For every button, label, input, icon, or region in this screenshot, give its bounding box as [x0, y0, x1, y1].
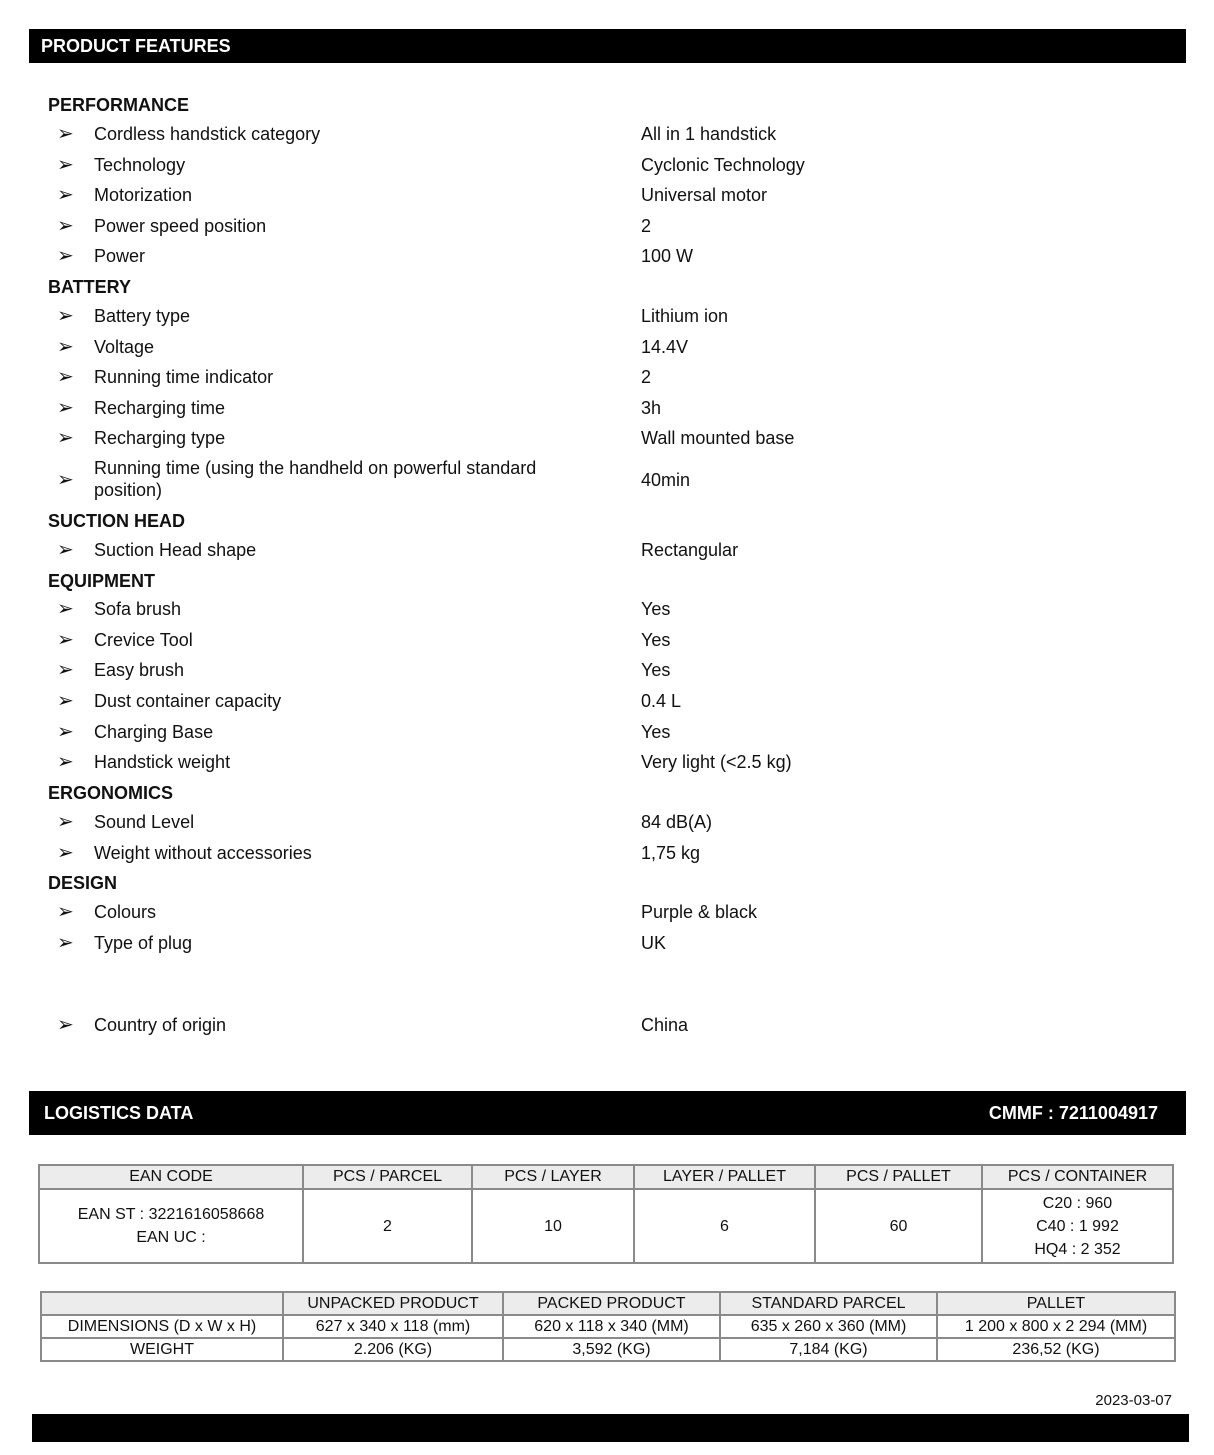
- feature-value: China: [641, 1015, 689, 1035]
- feature-label: Recharging type: [94, 428, 226, 448]
- table-header-cell: PCS / LAYER: [472, 1165, 634, 1189]
- pcs-layer-cell: 10: [472, 1189, 634, 1263]
- feature-label: Recharging time: [94, 398, 226, 418]
- feature-value: Lithium ion: [641, 306, 729, 326]
- feature-label: Easy brush: [94, 660, 185, 680]
- arrow-bullet-icon: ➢: [57, 690, 74, 712]
- feature-value: 0.4 L: [641, 691, 682, 711]
- table-cell: 635 x 260 x 360 (MM): [720, 1315, 937, 1338]
- feature-value: Yes: [641, 630, 671, 650]
- feature-label: Sofa brush: [94, 599, 182, 619]
- feature-value: Universal motor: [641, 185, 768, 205]
- feature-label: Power speed position: [94, 216, 267, 236]
- logistics-title: LOGISTICS DATA: [44, 1103, 194, 1123]
- container-c40: C40 : 1 992: [1036, 1217, 1119, 1235]
- product-features-title: PRODUCT FEATURES: [41, 36, 231, 56]
- pcs-parcel-cell: 2: [303, 1189, 472, 1263]
- arrow-bullet-icon: ➢: [57, 397, 74, 419]
- feature-value: Rectangular: [641, 540, 739, 560]
- feature-label: Running time (using the handheld on powerful standard position): [94, 458, 537, 500]
- arrow-bullet-icon: ➢: [57, 539, 74, 561]
- arrow-bullet-icon: ➢: [57, 932, 74, 954]
- feature-value: Yes: [641, 599, 671, 619]
- feature-value: 14.4V: [641, 337, 689, 357]
- feature-value: UK: [641, 933, 667, 953]
- table-cell: 620 x 118 x 340 (MM): [503, 1315, 720, 1338]
- feature-value: Very light (<2.5 kg): [641, 752, 792, 772]
- container-hq4: HQ4 : 2 352: [1034, 1240, 1121, 1258]
- feature-value: Yes: [641, 722, 671, 742]
- table-header-cell: PACKED PRODUCT: [503, 1292, 720, 1315]
- feature-label: Country of origin: [94, 1015, 227, 1035]
- arrow-bullet-icon: ➢: [57, 901, 74, 923]
- feature-value: All in 1 handstick: [641, 124, 777, 144]
- feature-label: Suction Head shape: [94, 540, 257, 560]
- table-header-cell: PALLET: [937, 1292, 1175, 1315]
- table-header-cell: LAYER / PALLET: [634, 1165, 815, 1189]
- feature-label: Handstick weight: [94, 752, 231, 772]
- cmmf-code: CMMF : 7211004917: [988, 1103, 1158, 1123]
- feature-label: Dust container capacity: [94, 691, 282, 711]
- arrow-bullet-icon: ➢: [57, 305, 74, 327]
- feature-label: Voltage: [94, 337, 155, 357]
- table-header-cell: PCS / CONTAINER: [982, 1165, 1173, 1189]
- table-cell: DIMENSIONS (D x W x H): [41, 1315, 283, 1338]
- feature-value: 40min: [641, 470, 691, 490]
- document-date: 2023-03-07: [1095, 1392, 1172, 1409]
- arrow-bullet-icon: ➢: [57, 123, 74, 145]
- feature-label: Power: [94, 246, 146, 266]
- feature-value: 100 W: [641, 246, 694, 266]
- feature-label: Battery type: [94, 306, 191, 326]
- ean-table-row: [39, 1189, 1173, 1263]
- section-title-battery: BATTERY: [48, 277, 131, 297]
- arrow-bullet-icon: ➢: [57, 721, 74, 743]
- feature-label: Running time indicator: [94, 367, 274, 387]
- table-cell: 1 200 x 800 x 2 294 (MM): [937, 1315, 1175, 1338]
- section-title-performance: PERFORMANCE: [48, 95, 190, 115]
- feature-label: Cordless handstick category: [94, 124, 321, 144]
- feature-label: Type of plug: [94, 933, 193, 953]
- feature-label: Technology: [94, 155, 186, 175]
- feature-value: Yes: [641, 660, 671, 680]
- arrow-bullet-icon: ➢: [57, 842, 74, 864]
- footer-bar: [32, 1414, 1189, 1442]
- feature-value: Wall mounted base: [641, 428, 795, 448]
- layer-pallet-cell: 6: [634, 1189, 815, 1263]
- arrow-bullet-icon: ➢: [57, 811, 74, 833]
- table-cell: 2.206 (KG): [283, 1338, 503, 1361]
- table-cell: 236,52 (KG): [937, 1338, 1175, 1361]
- arrow-bullet-icon: ➢: [57, 245, 74, 267]
- table-cell: 627 x 340 x 118 (mm): [283, 1315, 503, 1338]
- arrow-bullet-icon: ➢: [57, 427, 74, 449]
- ean-code-cell: [39, 1189, 303, 1263]
- dimensions-table-header-row: [41, 1292, 1175, 1315]
- table-header-cell: PCS / PALLET: [815, 1165, 982, 1189]
- table-header-cell: PCS / PARCEL: [303, 1165, 472, 1189]
- feature-label: Motorization: [94, 185, 193, 205]
- arrow-bullet-icon: ➢: [57, 154, 74, 176]
- arrow-bullet-icon: ➢: [57, 751, 74, 773]
- arrow-bullet-icon: ➢: [57, 336, 74, 358]
- feature-value: Cyclonic Technology: [641, 155, 805, 175]
- section-title-design: DESIGN: [48, 873, 118, 893]
- ean-st: EAN ST : 3221616058668: [77, 1206, 265, 1223]
- arrow-bullet-icon: ➢: [57, 629, 74, 651]
- logistics-data-header: [29, 1091, 1186, 1135]
- ean-table-header-row: [39, 1165, 1173, 1189]
- arrow-bullet-icon: ➢: [57, 659, 74, 681]
- table-header-cell: STANDARD PARCEL: [720, 1292, 937, 1315]
- table-header-cell: EAN CODE: [39, 1165, 303, 1189]
- container-c20: C20 : 960: [1042, 1194, 1113, 1212]
- arrow-bullet-icon: ➢: [57, 1014, 74, 1036]
- feature-label: Weight without accessories: [94, 843, 312, 863]
- section-title-equipment: EQUIPMENT: [48, 571, 156, 591]
- table-row: [41, 1338, 1175, 1361]
- arrow-bullet-icon: ➢: [57, 366, 74, 388]
- arrow-bullet-icon: ➢: [57, 598, 74, 620]
- ean-table: [38, 1164, 1174, 1264]
- arrow-bullet-icon: ➢: [57, 215, 74, 237]
- section-title-suction-head: SUCTION HEAD: [48, 511, 186, 531]
- feature-label: Charging Base: [94, 722, 214, 742]
- arrow-bullet-icon: ➢: [57, 184, 74, 206]
- pcs-pallet-cell: 60: [815, 1189, 982, 1263]
- table-header-cell: UNPACKED PRODUCT: [283, 1292, 503, 1315]
- feature-value: 84 dB(A): [641, 812, 713, 832]
- table-row: [41, 1315, 1175, 1338]
- feature-label: Sound Level: [94, 812, 195, 832]
- table-cell: 7,184 (KG): [720, 1338, 937, 1361]
- feature-value: 2: [641, 216, 652, 236]
- arrow-bullet-icon: ➢: [57, 469, 74, 491]
- product-features-header: [29, 29, 1186, 63]
- pcs-container-cell: [982, 1189, 1173, 1263]
- table-cell: 3,592 (KG): [503, 1338, 720, 1361]
- feature-value: 1,75 kg: [641, 843, 701, 863]
- table-cell: WEIGHT: [41, 1338, 283, 1361]
- feature-label: Colours: [94, 902, 157, 922]
- ean-uc: EAN UC :: [136, 1229, 206, 1246]
- section-title-ergonomics: ERGONOMICS: [48, 783, 174, 803]
- dimensions-table: [40, 1291, 1176, 1362]
- feature-value: 2: [641, 367, 652, 387]
- feature-value: Purple & black: [641, 902, 758, 922]
- table-header-cell: [41, 1292, 283, 1315]
- feature-value: 3h: [641, 398, 662, 418]
- feature-label: Crevice Tool: [94, 630, 193, 650]
